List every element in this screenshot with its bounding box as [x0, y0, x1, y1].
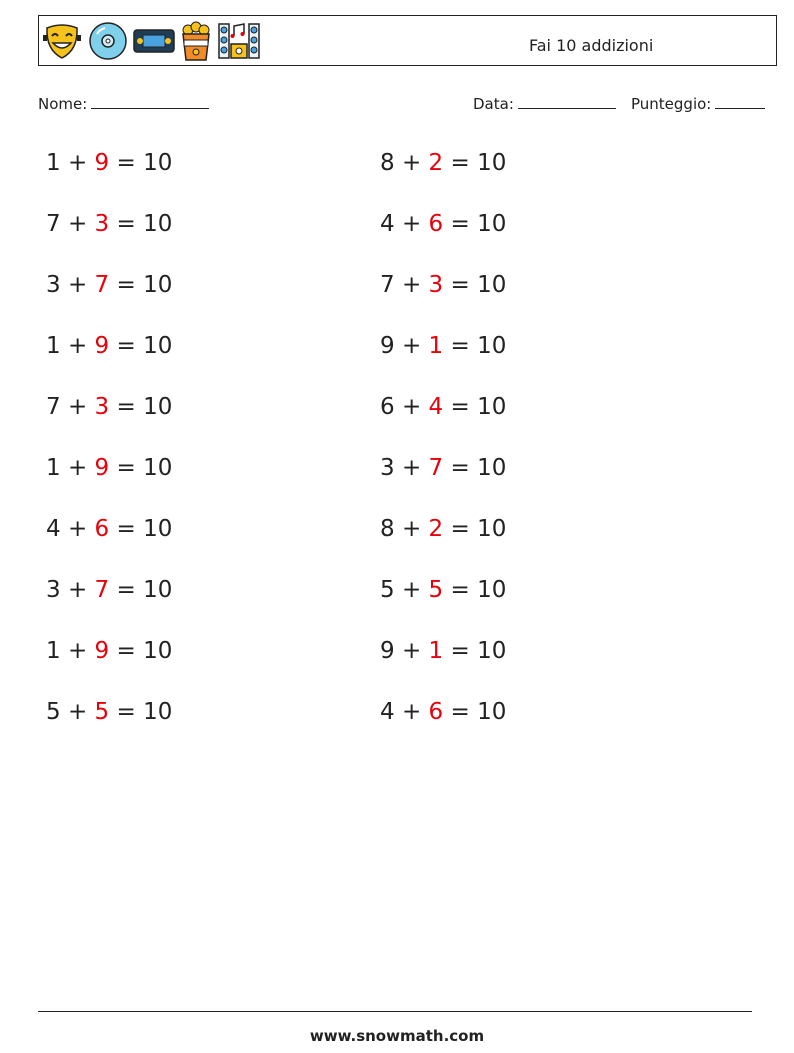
- answer: 7: [94, 272, 110, 298]
- plus-sign: +: [401, 272, 422, 298]
- addend-a: 1: [46, 455, 61, 481]
- equals-sign: =: [116, 577, 136, 603]
- sum-value: 10: [477, 150, 507, 176]
- footer-website: www.snowmath.com: [309, 1027, 485, 1045]
- sum-value: 10: [477, 272, 507, 298]
- answer: 6: [94, 516, 110, 542]
- problem-left-7: [46, 514, 172, 544]
- addend-a: 4: [380, 699, 395, 725]
- answer: 9: [94, 455, 110, 481]
- addend-a: 3: [46, 272, 61, 298]
- problem-right-4: [380, 331, 506, 361]
- equals-sign: =: [116, 699, 136, 725]
- addend-a: 5: [380, 577, 395, 603]
- equals-sign: =: [450, 394, 470, 420]
- sum-value: 10: [143, 211, 173, 237]
- addend-a: 7: [46, 394, 61, 420]
- problem-right-7: [380, 514, 506, 544]
- plus-sign: +: [67, 699, 88, 725]
- worksheet-header: [38, 15, 777, 66]
- addend-a: 7: [380, 272, 395, 298]
- plus-sign: +: [401, 638, 422, 664]
- plus-sign: +: [67, 394, 88, 420]
- score-field: [631, 94, 765, 113]
- problem-right-10: [380, 697, 506, 727]
- addend-a: 1: [46, 150, 61, 176]
- sum-value: 10: [143, 455, 173, 481]
- answer: 9: [94, 638, 110, 664]
- equals-sign: =: [116, 394, 136, 420]
- problem-right-6: [380, 453, 506, 483]
- equals-sign: =: [450, 211, 470, 237]
- equals-sign: =: [450, 516, 470, 542]
- plus-sign: +: [401, 455, 422, 481]
- date-blank-line[interactable]: [518, 94, 616, 109]
- plus-sign: +: [67, 577, 88, 603]
- equals-sign: =: [450, 272, 470, 298]
- problem-right-3: [380, 270, 506, 300]
- equals-sign: =: [450, 333, 470, 359]
- answer: 2: [428, 516, 444, 542]
- answer: 2: [428, 150, 444, 176]
- sum-value: 10: [143, 699, 173, 725]
- sum-value: 10: [143, 272, 173, 298]
- problem-left-8: [46, 575, 172, 605]
- vhs-tape-icon: [133, 20, 175, 62]
- sum-value: 10: [143, 516, 173, 542]
- plus-sign: +: [67, 211, 88, 237]
- equals-sign: =: [450, 577, 470, 603]
- plus-sign: +: [67, 455, 88, 481]
- footer-divider: [38, 1011, 752, 1012]
- equals-sign: =: [116, 516, 136, 542]
- plus-sign: +: [67, 638, 88, 664]
- answer: 4: [428, 394, 444, 420]
- answer: 6: [428, 211, 444, 237]
- problem-right-9: [380, 636, 506, 666]
- addend-a: 4: [380, 211, 395, 237]
- answer: 1: [428, 333, 444, 359]
- problem-left-3: [46, 270, 172, 300]
- sum-value: 10: [143, 394, 173, 420]
- speakers-music-icon: [217, 20, 261, 62]
- problem-left-9: [46, 636, 172, 666]
- addend-a: 9: [380, 333, 395, 359]
- problem-left-4: [46, 331, 172, 361]
- problem-left-6: [46, 453, 172, 483]
- sum-value: 10: [143, 333, 173, 359]
- problem-right-2: [380, 209, 506, 239]
- addend-a: 5: [46, 699, 61, 725]
- plus-sign: +: [401, 333, 422, 359]
- problem-left-10: [46, 697, 172, 727]
- cd-disc-icon: [87, 20, 129, 62]
- answer: 5: [428, 577, 444, 603]
- popcorn-icon: [179, 20, 213, 62]
- sum-value: 10: [477, 577, 507, 603]
- plus-sign: +: [67, 516, 88, 542]
- plus-sign: +: [401, 150, 422, 176]
- date-field: [473, 94, 616, 113]
- answer: 5: [94, 699, 110, 725]
- equals-sign: =: [450, 638, 470, 664]
- answer: 6: [428, 699, 444, 725]
- addend-a: 4: [46, 516, 61, 542]
- problem-left-1: [46, 148, 172, 178]
- name-label: Nome:: [38, 95, 88, 113]
- plus-sign: +: [401, 699, 422, 725]
- equals-sign: =: [450, 699, 470, 725]
- score-label: Punteggio:: [631, 95, 712, 113]
- answer: 3: [94, 394, 110, 420]
- plus-sign: +: [401, 394, 422, 420]
- theater-mask-icon: [41, 20, 83, 62]
- answer: 3: [94, 211, 110, 237]
- equals-sign: =: [450, 150, 470, 176]
- header-icons: [41, 20, 261, 62]
- sum-value: 10: [477, 638, 507, 664]
- plus-sign: +: [401, 577, 422, 603]
- sum-value: 10: [477, 516, 507, 542]
- addend-a: 1: [46, 333, 61, 359]
- answer: 7: [94, 577, 110, 603]
- answer: 7: [428, 455, 444, 481]
- plus-sign: +: [67, 333, 88, 359]
- sum-value: 10: [477, 211, 507, 237]
- addend-a: 3: [46, 577, 61, 603]
- addend-a: 6: [380, 394, 395, 420]
- sum-value: 10: [143, 638, 173, 664]
- addend-a: 3: [380, 455, 395, 481]
- worksheet-title: Fai 10 addizioni: [529, 36, 654, 55]
- problem-left-2: [46, 209, 172, 239]
- addend-a: 9: [380, 638, 395, 664]
- problem-right-5: [380, 392, 506, 422]
- plus-sign: +: [401, 516, 422, 542]
- sum-value: 10: [143, 150, 173, 176]
- sum-value: 10: [477, 394, 507, 420]
- equals-sign: =: [450, 455, 470, 481]
- problem-right-1: [380, 148, 506, 178]
- plus-sign: +: [67, 272, 88, 298]
- answer: 1: [428, 638, 444, 664]
- plus-sign: +: [67, 150, 88, 176]
- addend-a: 1: [46, 638, 61, 664]
- date-label: Data:: [473, 95, 514, 113]
- sum-value: 10: [477, 455, 507, 481]
- sum-value: 10: [477, 333, 507, 359]
- addend-a: 8: [380, 516, 395, 542]
- equals-sign: =: [116, 638, 136, 664]
- problem-right-8: [380, 575, 506, 605]
- answer: 9: [94, 150, 110, 176]
- name-field: [38, 94, 209, 113]
- answer: 9: [94, 333, 110, 359]
- score-blank-line[interactable]: [715, 94, 765, 109]
- equals-sign: =: [116, 211, 136, 237]
- name-blank-line[interactable]: [91, 94, 209, 109]
- equals-sign: =: [116, 272, 136, 298]
- sum-value: 10: [477, 699, 507, 725]
- problem-left-5: [46, 392, 172, 422]
- equals-sign: =: [116, 150, 136, 176]
- answer: 3: [428, 272, 444, 298]
- plus-sign: +: [401, 211, 422, 237]
- sum-value: 10: [143, 577, 173, 603]
- equals-sign: =: [116, 333, 136, 359]
- equals-sign: =: [116, 455, 136, 481]
- addend-a: 7: [46, 211, 61, 237]
- addend-a: 8: [380, 150, 395, 176]
